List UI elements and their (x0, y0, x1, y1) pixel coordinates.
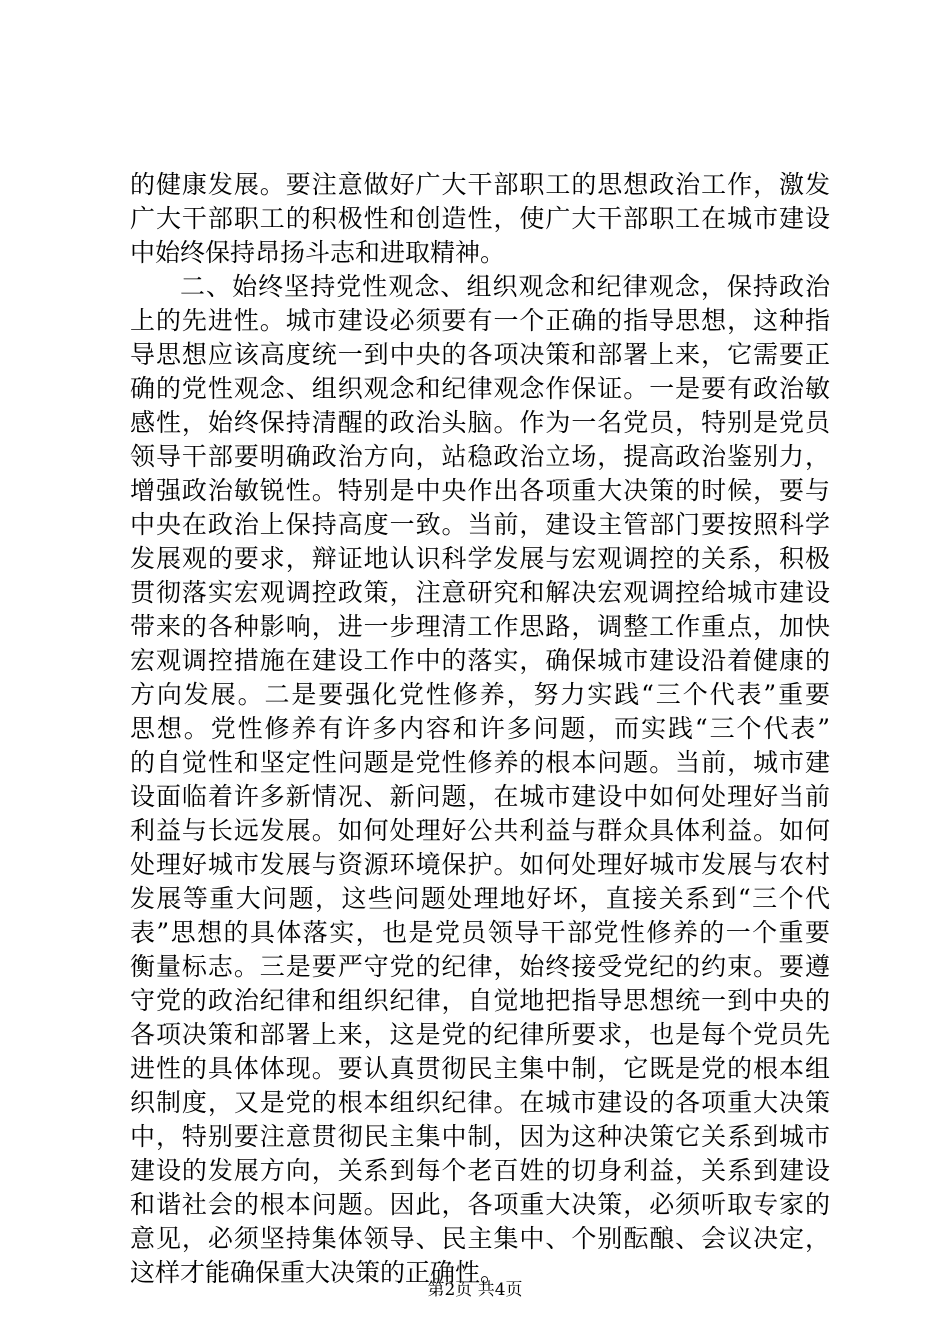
text-line: 的健康发展。要注意做好广大干部职工的思想政治工作，激发 (130, 170, 830, 199)
text-line: 上的先进性。城市建设必须要有一个正确的指导思想，这种指 (130, 306, 830, 335)
text-line: 发展观的要求，辩证地认识科学发展与宏观调控的关系，积极 (130, 544, 830, 573)
text-line: 中央在政治上保持高度一致。当前，建设主管部门要按照科学 (130, 510, 830, 539)
text-line: 进性的具体体现。要认真贯彻民主集中制，它既是党的根本组 (130, 1054, 830, 1083)
text-line: 增强政治敏锐性。特别是中央作出各项重大决策的时候，要与 (130, 476, 830, 505)
text-line: 设面临着许多新情况、新问题，在城市建设中如何处理好当前 (130, 782, 830, 811)
page-number: 第2页 共4页 (427, 1280, 523, 1300)
text-line: 思想。党性修养有许多内容和许多问题，而实践“三个代表” (130, 714, 830, 743)
text-line: 中，特别要注意贯彻民主集中制，因为这种决策它关系到城市 (130, 1122, 830, 1151)
paragraph (130, 270, 830, 1290)
text-line: 导思想应该高度统一到中央的各项决策和部署上来，它需要正 (130, 340, 830, 369)
text-line: 二、始终坚持党性观念、组织观念和纪律观念，保持政治 (180, 272, 830, 301)
page-footer (0, 1279, 950, 1301)
text-line: 这样才能确保重大决策的正确性。 (130, 1258, 506, 1287)
text-line: 确的党性观念、组织观念和纪律观念作保证。一是要有政治敏 (130, 374, 830, 403)
text-line: 各项决策和部署上来，这是党的纪律所要求，也是每个党员先 (130, 1020, 830, 1049)
text-line: 衡量标志。三是要严守党的纪律，始终接受党纪的约束。要遵 (130, 952, 830, 981)
text-line: 和谐社会的根本问题。因此，各项重大决策，必须听取专家的 (130, 1190, 830, 1219)
text-line: 方向发展。二是要强化党性修养，努力实践“三个代表”重要 (130, 680, 830, 709)
text-line: 意见，必须坚持集体领导、民主集中、个别酝酿、会议决定， (130, 1224, 830, 1253)
text-line: 中始终保持昂扬斗志和进取精神。 (130, 238, 506, 267)
text-line: 宏观调控措施在建设工作中的落实，确保城市建设沿着健康的 (130, 646, 830, 675)
text-line: 处理好城市发展与资源环境保护。如何处理好城市发展与农村 (130, 850, 830, 879)
text-line: 守党的政治纪律和组织纪律，自觉地把指导思想统一到中央的 (130, 986, 830, 1015)
text-line: 贯彻落实宏观调控政策，注意研究和解决宏观调控给城市建设 (130, 578, 830, 607)
text-line: 带来的各种影响，进一步理清工作思路，调整工作重点，加快 (130, 612, 830, 641)
text-line: 发展等重大问题，这些问题处理地好坏，直接关系到“三个代 (130, 884, 830, 913)
text-line: 织制度，又是党的根本组织纪律。在城市建设的各项重大决策 (130, 1088, 830, 1117)
text-line: 的自觉性和坚定性问题是党性修养的根本问题。当前，城市建 (130, 748, 830, 777)
text-line: 感性，始终保持清醒的政治头脑。作为一名党员，特别是党员 (130, 408, 830, 437)
text-line: 建设的发展方向，关系到每个老百姓的切身利益，关系到建设 (130, 1156, 830, 1185)
text-line: 领导干部要明确政治方向，站稳政治立场，提高政治鉴别力， (130, 442, 830, 471)
text-line: 利益与长远发展。如何处理好公共利益与群众具体利益。如何 (130, 816, 830, 845)
document-body (130, 168, 830, 1290)
paragraph (130, 168, 830, 270)
text-line: 广大干部职工的积极性和创造性，使广大干部职工在城市建设 (130, 204, 830, 233)
text-line: 表”思想的具体落实，也是党员领导干部党性修养的一个重要 (130, 918, 830, 947)
